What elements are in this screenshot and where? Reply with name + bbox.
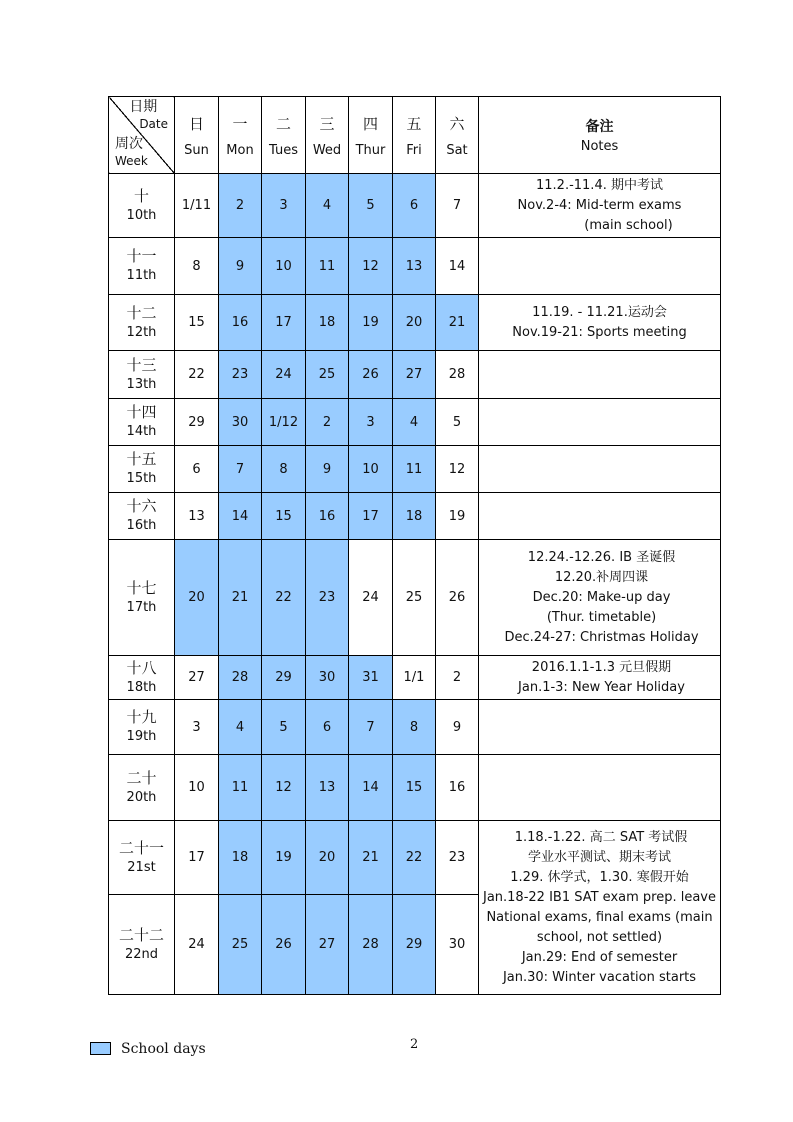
day-header-zh: 六 bbox=[449, 114, 465, 133]
day-header-en: Thur bbox=[355, 142, 386, 158]
corner-date-label bbox=[129, 99, 168, 133]
week-number-en: 13th bbox=[126, 376, 157, 392]
day-header-en: Fri bbox=[406, 142, 422, 158]
day-header-zh: 二 bbox=[275, 114, 291, 133]
notes-cell bbox=[479, 656, 721, 700]
note-line: school, not settled) bbox=[536, 929, 663, 945]
day-header-en: Wed bbox=[312, 142, 342, 158]
school-day-cell: 11 bbox=[393, 446, 436, 493]
notes-header bbox=[479, 97, 721, 174]
day-header-en: Tues bbox=[269, 142, 298, 158]
week-number-en: 14th bbox=[126, 424, 157, 439]
school-day-cell: 6 bbox=[393, 174, 436, 238]
day-header-wed bbox=[306, 97, 349, 174]
week-row bbox=[109, 295, 721, 351]
note-line: Dec.24-27: Christmas Holiday bbox=[504, 629, 699, 645]
school-day-cell: 5 bbox=[262, 700, 306, 755]
week-number-zh: 二十 bbox=[126, 768, 157, 787]
week-number-zh: 十二 bbox=[126, 303, 157, 322]
week-row bbox=[109, 821, 721, 895]
school-day-cell: 12 bbox=[262, 755, 306, 821]
corner-week-zh: 周次 bbox=[115, 136, 143, 152]
legend bbox=[90, 1041, 206, 1057]
school-day-cell: 23 bbox=[219, 351, 262, 399]
day-cell: 22 bbox=[175, 351, 219, 399]
school-day-cell: 11 bbox=[219, 755, 262, 821]
notes-cell bbox=[479, 351, 721, 399]
week-number-en: 12th bbox=[126, 324, 157, 340]
school-day-cell: 15 bbox=[262, 493, 306, 540]
day-cell: 7 bbox=[436, 174, 479, 238]
day-header-zh: 三 bbox=[319, 114, 335, 133]
week-number-zh: 十八 bbox=[126, 658, 157, 677]
week-row bbox=[109, 174, 721, 238]
day-header-fri bbox=[393, 97, 436, 174]
note-line: 1.29. 休学式，1.30. 寒假开始 bbox=[510, 869, 689, 885]
week-label-cell bbox=[109, 755, 175, 821]
week-label-cell bbox=[109, 540, 175, 656]
school-day-cell: 20 bbox=[306, 821, 349, 895]
day-cell: 19 bbox=[436, 493, 479, 540]
day-cell: 28 bbox=[436, 351, 479, 399]
school-day-cell: 2 bbox=[306, 399, 349, 446]
school-day-cell: 25 bbox=[219, 895, 262, 995]
day-cell: 1/1 bbox=[393, 656, 436, 700]
week-number-zh: 十 bbox=[133, 186, 149, 205]
school-day-cell: 4 bbox=[306, 174, 349, 238]
school-day-cell: 12 bbox=[349, 238, 393, 295]
school-day-cell: 18 bbox=[219, 821, 262, 895]
school-day-cell: 10 bbox=[349, 446, 393, 493]
school-day-cell: 24 bbox=[262, 351, 306, 399]
week-label-cell bbox=[109, 238, 175, 295]
day-header-tues bbox=[262, 97, 306, 174]
day-header-zh: 一 bbox=[232, 114, 248, 133]
school-day-cell: 16 bbox=[306, 493, 349, 540]
notes-cell-merged bbox=[479, 821, 721, 995]
school-day-cell: 10 bbox=[262, 238, 306, 295]
day-cell: 2 bbox=[436, 656, 479, 700]
week-number-zh: 十五 bbox=[126, 450, 157, 468]
note-line: Jan.1-3: New Year Holiday bbox=[518, 679, 685, 695]
school-day-cell: 30 bbox=[306, 656, 349, 700]
note-line: Jan.30: Winter vacation starts bbox=[502, 969, 697, 985]
week-row bbox=[109, 540, 721, 656]
day-cell: 25 bbox=[393, 540, 436, 656]
school-day-cell: 13 bbox=[393, 238, 436, 295]
day-header-en: Sat bbox=[446, 142, 468, 158]
day-cell: 17 bbox=[175, 821, 219, 895]
day-cell: 14 bbox=[436, 238, 479, 295]
day-cell: 10 bbox=[175, 755, 219, 821]
day-cell: 23 bbox=[436, 821, 479, 895]
day-cell: 24 bbox=[349, 540, 393, 656]
note-line: Nov.2-4: Mid-term exams bbox=[517, 197, 682, 213]
note-line: Jan.29: End of semester bbox=[521, 949, 678, 965]
week-label-cell bbox=[109, 351, 175, 399]
day-cell: 30 bbox=[436, 895, 479, 995]
school-day-cell: 3 bbox=[262, 174, 306, 238]
day-header-zh: 四 bbox=[362, 114, 378, 133]
day-cell: 13 bbox=[175, 493, 219, 540]
day-cell: 8 bbox=[175, 238, 219, 295]
school-day-cell: 4 bbox=[219, 700, 262, 755]
school-day-cell: 14 bbox=[349, 755, 393, 821]
page-number: 2 bbox=[410, 1037, 419, 1052]
week-label-cell bbox=[109, 174, 175, 238]
school-day-cell: 8 bbox=[262, 446, 306, 493]
corner-header-cell bbox=[109, 97, 175, 174]
day-cell: 24 bbox=[175, 895, 219, 995]
week-number-zh: 十九 bbox=[126, 708, 157, 726]
week-number-en: 18th bbox=[126, 679, 157, 695]
week-number-en: 21st bbox=[127, 859, 156, 875]
school-day-cell: 1/12 bbox=[262, 399, 306, 446]
day-header-mon bbox=[219, 97, 262, 174]
day-cell: 29 bbox=[175, 399, 219, 446]
week-number-en: 19th bbox=[126, 729, 157, 744]
week-number-zh: 十三 bbox=[126, 355, 157, 374]
school-day-cell: 7 bbox=[219, 446, 262, 493]
week-label-cell bbox=[109, 295, 175, 351]
note-line: 12.24.-12.26. IB 圣诞假 bbox=[527, 549, 676, 565]
day-header-sun bbox=[175, 97, 219, 174]
day-cell: 27 bbox=[175, 656, 219, 700]
note-line: 12.20.补周四课 bbox=[554, 569, 649, 585]
week-row bbox=[109, 238, 721, 295]
day-cell: 26 bbox=[436, 540, 479, 656]
school-day-cell: 27 bbox=[306, 895, 349, 995]
notes-cell bbox=[479, 295, 721, 351]
school-day-cell: 27 bbox=[393, 351, 436, 399]
corner-date-en: Date bbox=[139, 117, 168, 131]
school-day-cell: 4 bbox=[393, 399, 436, 446]
week-number-zh: 十一 bbox=[126, 247, 157, 265]
school-day-cell: 26 bbox=[262, 895, 306, 995]
school-day-cell: 29 bbox=[393, 895, 436, 995]
school-day-cell: 19 bbox=[349, 295, 393, 351]
day-cell: 12 bbox=[436, 446, 479, 493]
day-cell: 15 bbox=[175, 295, 219, 351]
school-day-cell: 18 bbox=[393, 493, 436, 540]
school-day-cell: 15 bbox=[393, 755, 436, 821]
day-cell: 3 bbox=[175, 700, 219, 755]
note-line: Jan.18-22 IB1 SAT exam prep. leave bbox=[482, 889, 716, 905]
notes-cell bbox=[479, 238, 721, 295]
school-day-cell: 19 bbox=[262, 821, 306, 895]
week-row bbox=[109, 656, 721, 700]
week-number-en: 20th bbox=[126, 789, 157, 805]
day-header-sat bbox=[436, 97, 479, 174]
day-cell: 5 bbox=[436, 399, 479, 446]
day-header-en: Mon bbox=[226, 142, 254, 158]
week-number-zh: 十四 bbox=[126, 403, 157, 421]
school-day-cell: 14 bbox=[219, 493, 262, 540]
notes-cell bbox=[479, 174, 721, 238]
corner-week-label bbox=[115, 136, 148, 170]
week-number-en: 11th bbox=[126, 268, 157, 283]
school-day-cell: 20 bbox=[393, 295, 436, 351]
week-label-cell bbox=[109, 895, 175, 995]
notes-cell bbox=[479, 493, 721, 540]
legend-label: School days bbox=[121, 1041, 206, 1057]
week-row bbox=[109, 755, 721, 821]
school-day-cell: 3 bbox=[349, 399, 393, 446]
school-day-cell: 2 bbox=[219, 174, 262, 238]
school-day-cell: 28 bbox=[349, 895, 393, 995]
school-day-cell: 7 bbox=[349, 700, 393, 755]
week-number-zh: 二十二 bbox=[118, 925, 164, 944]
week-label-cell bbox=[109, 493, 175, 540]
school-day-cell: 23 bbox=[306, 540, 349, 656]
week-row bbox=[109, 399, 721, 446]
school-day-cell: 5 bbox=[349, 174, 393, 238]
notes-cell bbox=[479, 540, 721, 656]
week-row bbox=[109, 351, 721, 399]
week-label-cell bbox=[109, 446, 175, 493]
note-line: Nov.19-21: Sports meeting bbox=[512, 324, 687, 340]
week-number-en: 10th bbox=[126, 207, 157, 223]
school-day-cell: 17 bbox=[349, 493, 393, 540]
school-day-cell: 11 bbox=[306, 238, 349, 295]
day-cell: 6 bbox=[175, 446, 219, 493]
school-day-cell: 20 bbox=[175, 540, 219, 656]
note-line: (Thur. timetable) bbox=[546, 609, 657, 625]
week-row bbox=[109, 493, 721, 540]
note-line: 学业水平测试、期末考试 bbox=[527, 849, 671, 865]
corner-week-en: Week bbox=[115, 154, 148, 168]
week-number-zh: 十六 bbox=[126, 497, 157, 515]
week-label-cell bbox=[109, 821, 175, 895]
notes-cell bbox=[479, 755, 721, 821]
week-number-zh: 十七 bbox=[126, 578, 157, 597]
note-line: Dec.20: Make-up day bbox=[532, 589, 671, 605]
school-day-cell: 16 bbox=[219, 295, 262, 351]
school-day-cell: 18 bbox=[306, 295, 349, 351]
school-day-cell: 8 bbox=[393, 700, 436, 755]
school-day-cell: 31 bbox=[349, 656, 393, 700]
day-cell: 9 bbox=[436, 700, 479, 755]
school-day-cell: 29 bbox=[262, 656, 306, 700]
school-day-cell: 30 bbox=[219, 399, 262, 446]
week-label-cell bbox=[109, 399, 175, 446]
note-line: 1.18.-1.22. 高二 SAT 考试假 bbox=[514, 829, 688, 845]
header-row bbox=[109, 97, 721, 174]
school-day-cell: 21 bbox=[219, 540, 262, 656]
day-header-thur bbox=[349, 97, 393, 174]
day-cell: 16 bbox=[436, 755, 479, 821]
day-header-en: Sun bbox=[184, 142, 209, 158]
school-day-cell: 28 bbox=[219, 656, 262, 700]
notes-header-zh: 备注 bbox=[585, 119, 614, 135]
week-number-en: 15th bbox=[126, 471, 157, 486]
notes-header-en: Notes bbox=[580, 139, 619, 154]
note-line: National exams, final exams (main bbox=[486, 909, 713, 925]
day-header-zh: 日 bbox=[188, 114, 204, 133]
school-days-swatch bbox=[90, 1042, 111, 1055]
school-day-cell: 13 bbox=[306, 755, 349, 821]
week-row bbox=[109, 446, 721, 493]
school-day-cell: 9 bbox=[219, 238, 262, 295]
day-header-zh: 五 bbox=[406, 114, 422, 133]
week-number-zh: 二十一 bbox=[118, 838, 164, 857]
week-label-cell bbox=[109, 656, 175, 700]
note-line: 2016.1.1-1.3 元旦假期 bbox=[531, 659, 672, 675]
school-day-cell: 25 bbox=[306, 351, 349, 399]
week-number-en: 16th bbox=[126, 518, 157, 533]
school-day-cell: 26 bbox=[349, 351, 393, 399]
note-line: 11.19. - 11.21.运动会 bbox=[532, 304, 667, 320]
school-day-cell: 22 bbox=[262, 540, 306, 656]
school-day-cell: 17 bbox=[262, 295, 306, 351]
notes-cell bbox=[479, 399, 721, 446]
school-day-cell: 22 bbox=[393, 821, 436, 895]
week-row bbox=[109, 700, 721, 755]
day-cell: 1/11 bbox=[175, 174, 219, 238]
school-day-cell: 9 bbox=[306, 446, 349, 493]
corner-date-zh: 日期 bbox=[129, 99, 158, 115]
notes-cell bbox=[479, 446, 721, 493]
school-day-cell: 6 bbox=[306, 700, 349, 755]
school-day-cell: 21 bbox=[349, 821, 393, 895]
school-day-cell: 21 bbox=[436, 295, 479, 351]
week-number-en: 17th bbox=[126, 599, 157, 615]
notes-cell bbox=[479, 700, 721, 755]
week-number-en: 22nd bbox=[124, 946, 159, 962]
note-line: 11.2.-11.4. 期中考试 bbox=[536, 177, 663, 193]
note-line: (main school) bbox=[584, 217, 673, 233]
calendar-table bbox=[108, 96, 721, 995]
week-label-cell bbox=[109, 700, 175, 755]
